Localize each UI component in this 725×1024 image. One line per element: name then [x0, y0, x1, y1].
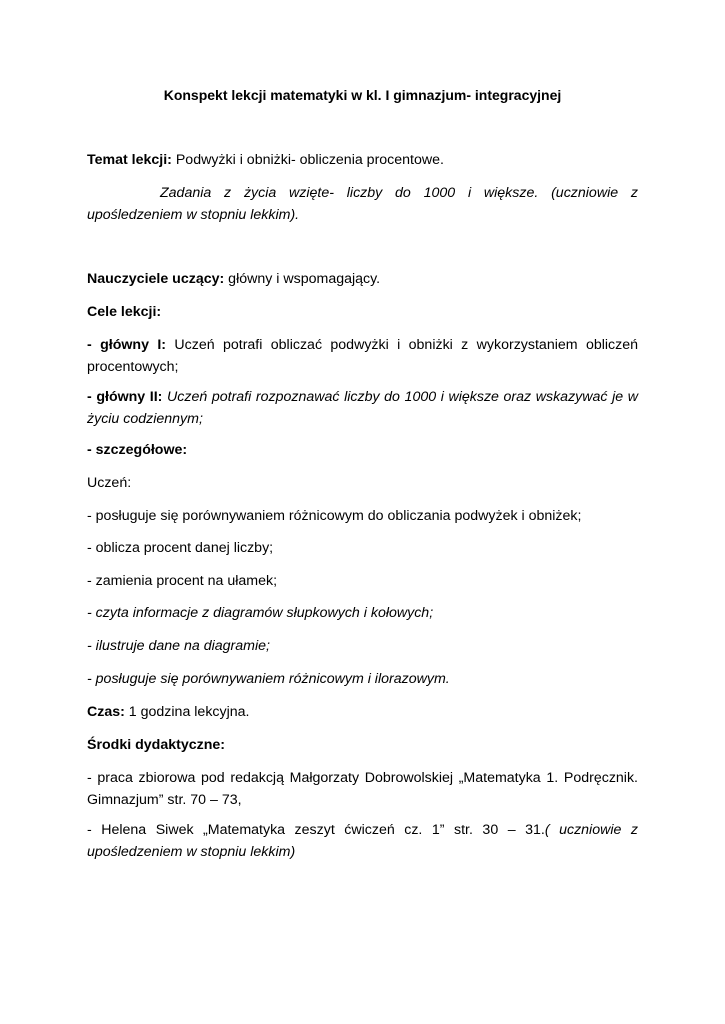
goal-main-1-label: - główny I:	[87, 337, 167, 353]
goal-main-1-text: Uczeń potrafi obliczać podwyżki i obniżki z wykorzystaniem obliczeń procentowych;	[87, 337, 638, 375]
goal-main-2	[87, 386, 638, 430]
materials-heading: Środki dydaktyczne:	[87, 737, 225, 753]
detailed-item: - oblicza procent danej liczby;	[87, 540, 274, 556]
teachers-label: Nauczyciele uczący:	[87, 271, 225, 287]
lesson-topic-extra: Zadania z życia wzięte- liczby do 1000 i większe. (uczniowie z upośledzeniem w stopniu lekkim).	[87, 185, 638, 223]
goals-heading: Cele lekcji:	[87, 304, 162, 320]
lesson-topic-text: Podwyżki i obniżki- obliczenia procentowe.	[171, 152, 444, 168]
time-text: 1 godzina lekcyjna.	[124, 704, 250, 720]
teachers-line	[87, 268, 638, 290]
detailed-item: - zamienia procent na ułamek;	[87, 573, 278, 589]
detailed-item: - czyta informacje z diagramów słupkowych i kołowych;	[87, 605, 434, 621]
goal-main-2-label: - główny II:	[87, 389, 163, 405]
student-label: Uczeń:	[87, 475, 132, 491]
time-line	[87, 701, 638, 723]
time-label: Czas:	[87, 704, 125, 720]
detailed-item: - posługuje się porównywaniem różnicowym i ilorazowym.	[87, 671, 450, 687]
lesson-topic	[87, 149, 638, 171]
detailed-item: - posługuje się porównywaniem różnicowym do obliczania podwyżek i obniżek;	[87, 508, 582, 524]
document-page	[87, 0, 638, 1024]
material-item-2	[87, 819, 638, 863]
goals-detailed-heading: - szczegółowe:	[87, 442, 188, 458]
material-item-2-note: ( uczniowie z upośledzeniem w stopniu lekkim)	[87, 822, 638, 860]
teachers-text: główny i wspomagający.	[224, 271, 381, 287]
goal-main-2-text: Uczeń potrafi rozpoznawać liczby do 1000 i większe oraz wskazywać je w życiu codziennym;	[87, 389, 638, 427]
material-item-1: - praca zbiorowa pod redakcją Małgorzaty Dobrowolskiej „Matematyka 1. Podręcznik. Gimnazjum” str. 70 – 73,	[87, 770, 638, 808]
document-title: Konspekt lekcji matematyki w kl. I gimnazjum- integracyjnej	[163, 87, 562, 103]
goal-main-1	[87, 334, 638, 378]
detailed-item: - ilustruje dane na diagramie;	[87, 638, 270, 654]
lesson-topic-label: Temat lekcji:	[87, 152, 172, 168]
material-item-2-text: - Helena Siwek „Matematyka zeszyt ćwiczeń cz. 1” str. 30 – 31.	[87, 822, 545, 838]
